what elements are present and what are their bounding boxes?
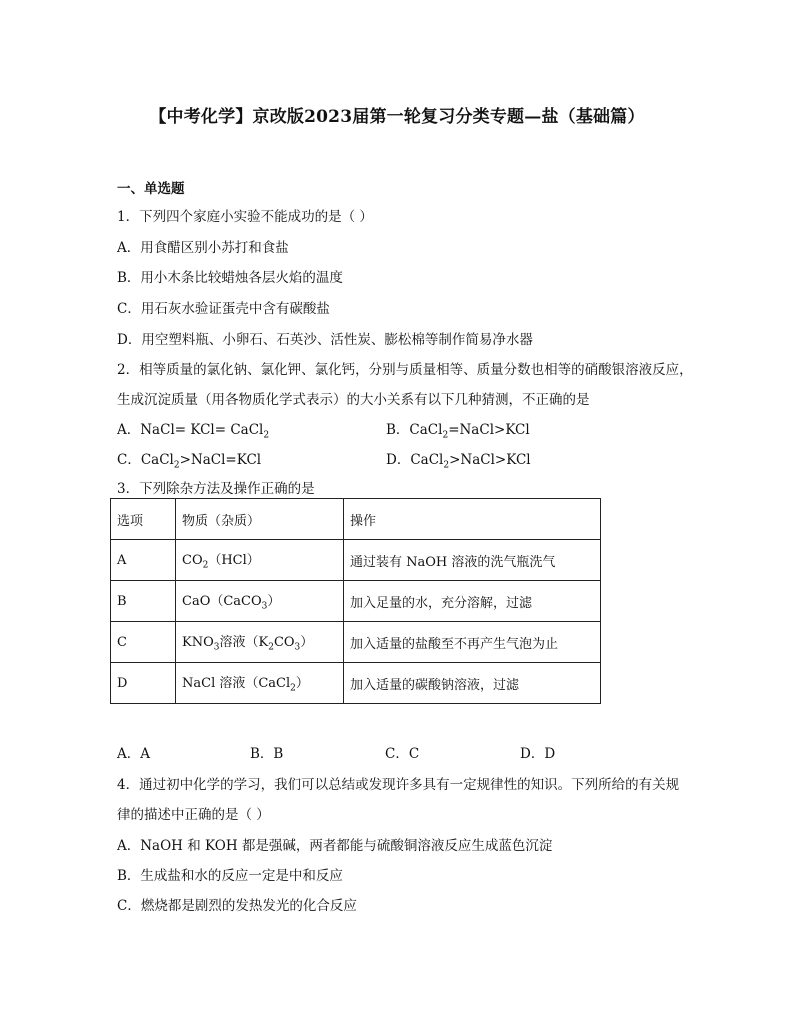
q3-stem: 3．下列除杂方法及操作正确的是 (117, 481, 315, 497)
q4-option-b: B．生成盐和水的反应一定是中和反应 (117, 868, 343, 884)
table-cell-substance: NaCl 溶液（CaCl$_2$） (176, 663, 344, 704)
q2-option-c-sub: 2 (173, 460, 180, 471)
q1-option-c: C．用石灰水验证蛋壳中含有碳酸盐 (117, 301, 330, 317)
q2-option-d-tail: >NaCl>KCl (449, 452, 531, 468)
q1-stem: 1．下列四个家庭小实验不能成功的是（ ） (117, 209, 373, 225)
q3-answer-c: C．C (385, 746, 420, 762)
q2-option-c-tail: >NaCl=KCl (179, 452, 262, 468)
q1-option-a: A．用食醋区别小苏打和食盐 (117, 240, 289, 256)
table-row (111, 581, 601, 622)
document-title: 【中考化学】京改版2023届第一轮复习分类专题—盐（基础篇） (149, 107, 645, 127)
table-cell-operation: 通过装有 NaOH 溶液的洗气瓶洗气 (344, 540, 601, 581)
table-header-substance: 物质（杂质） (176, 499, 344, 540)
table-cell-option: D (111, 663, 176, 704)
q2-option-b-text: B．CaCl (386, 422, 443, 438)
table-cell-option: B (111, 581, 176, 622)
q4-stem-line2: 律的描述中正确的是（ ） (117, 807, 270, 823)
table-cell-operation: 加入足量的水，充分溶解，过滤 (344, 581, 601, 622)
q2-option-c-text: C．CaCl (117, 452, 174, 468)
table-cell-substance: $CO_2(HCl)$ (176, 540, 344, 581)
q2-option-d-text: D．CaCl (386, 452, 444, 468)
q2-option-b-sub: 2 (442, 430, 449, 441)
table-header-row (111, 499, 601, 540)
q3-answer-d: D．D (520, 746, 556, 762)
q2-stem-line1: 2．相等质量的氯化钠、氯化钾、氯化钙，分别与质量相等、质量分数也相等的硝酸银溶液反应， (117, 362, 693, 378)
table-row (111, 663, 601, 704)
q1-option-b: B．用小木条比较蜡烛各层火焰的温度 (117, 270, 343, 286)
q2-option-a-text: A．NaCl= KCl= CaCl (117, 422, 264, 438)
table-cell-operation: 加入适量的盐酸至不再产生气泡为止 (344, 622, 601, 663)
q2-stem-line2: 生成沉淀质量（用各物质化学式表示）的大小关系有以下几种猜测，不正确的是 (117, 392, 590, 408)
q1-option-d: D．用空塑料瓶、小卵石、石英沙、活性炭、膨松棉等制作简易净水器 (117, 332, 533, 348)
table-row (111, 622, 601, 663)
q2-option-d-sub: 2 (443, 460, 450, 471)
q2-option-a (117, 418, 269, 441)
q3-answer-a: A．A (117, 746, 150, 762)
q3-table (110, 498, 601, 704)
q2-option-d (386, 448, 531, 471)
q3-answer-b: B．B (250, 746, 284, 762)
table-cell-option: C (111, 622, 176, 663)
table-cell-substance: $KNO_3$溶液$(K_2CO_3)$ (176, 622, 344, 663)
table-header-option: 选项 (111, 499, 176, 540)
table-cell-substance: CaO（CaCO$_3$） (176, 581, 344, 622)
table-cell-operation: 加入适量的碳酸钠溶液，过滤 (344, 663, 601, 704)
q4-option-c: C．燃烧都是剧烈的发热发光的化合反应 (117, 898, 357, 914)
table-row (111, 540, 601, 581)
q4-option-a: A．NaOH 和 KOH 都是强碱，两者都能与硫酸铜溶液反应生成蓝色沉淀 (117, 838, 553, 854)
q2-option-b (386, 418, 530, 441)
section-header: 一、单选题 (117, 181, 185, 197)
q2-option-b-tail: =NaCl>KCl (448, 422, 530, 438)
q2-option-c (117, 448, 261, 471)
table-cell-option: A (111, 540, 176, 581)
table-header-operation: 操作 (344, 499, 601, 540)
q4-stem-line1: 4．通过初中化学的学习，我们可以总结或发现许多具有一定规律性的知识。下列所给的有关规 (117, 777, 680, 793)
q2-option-a-sub: 2 (263, 430, 270, 441)
